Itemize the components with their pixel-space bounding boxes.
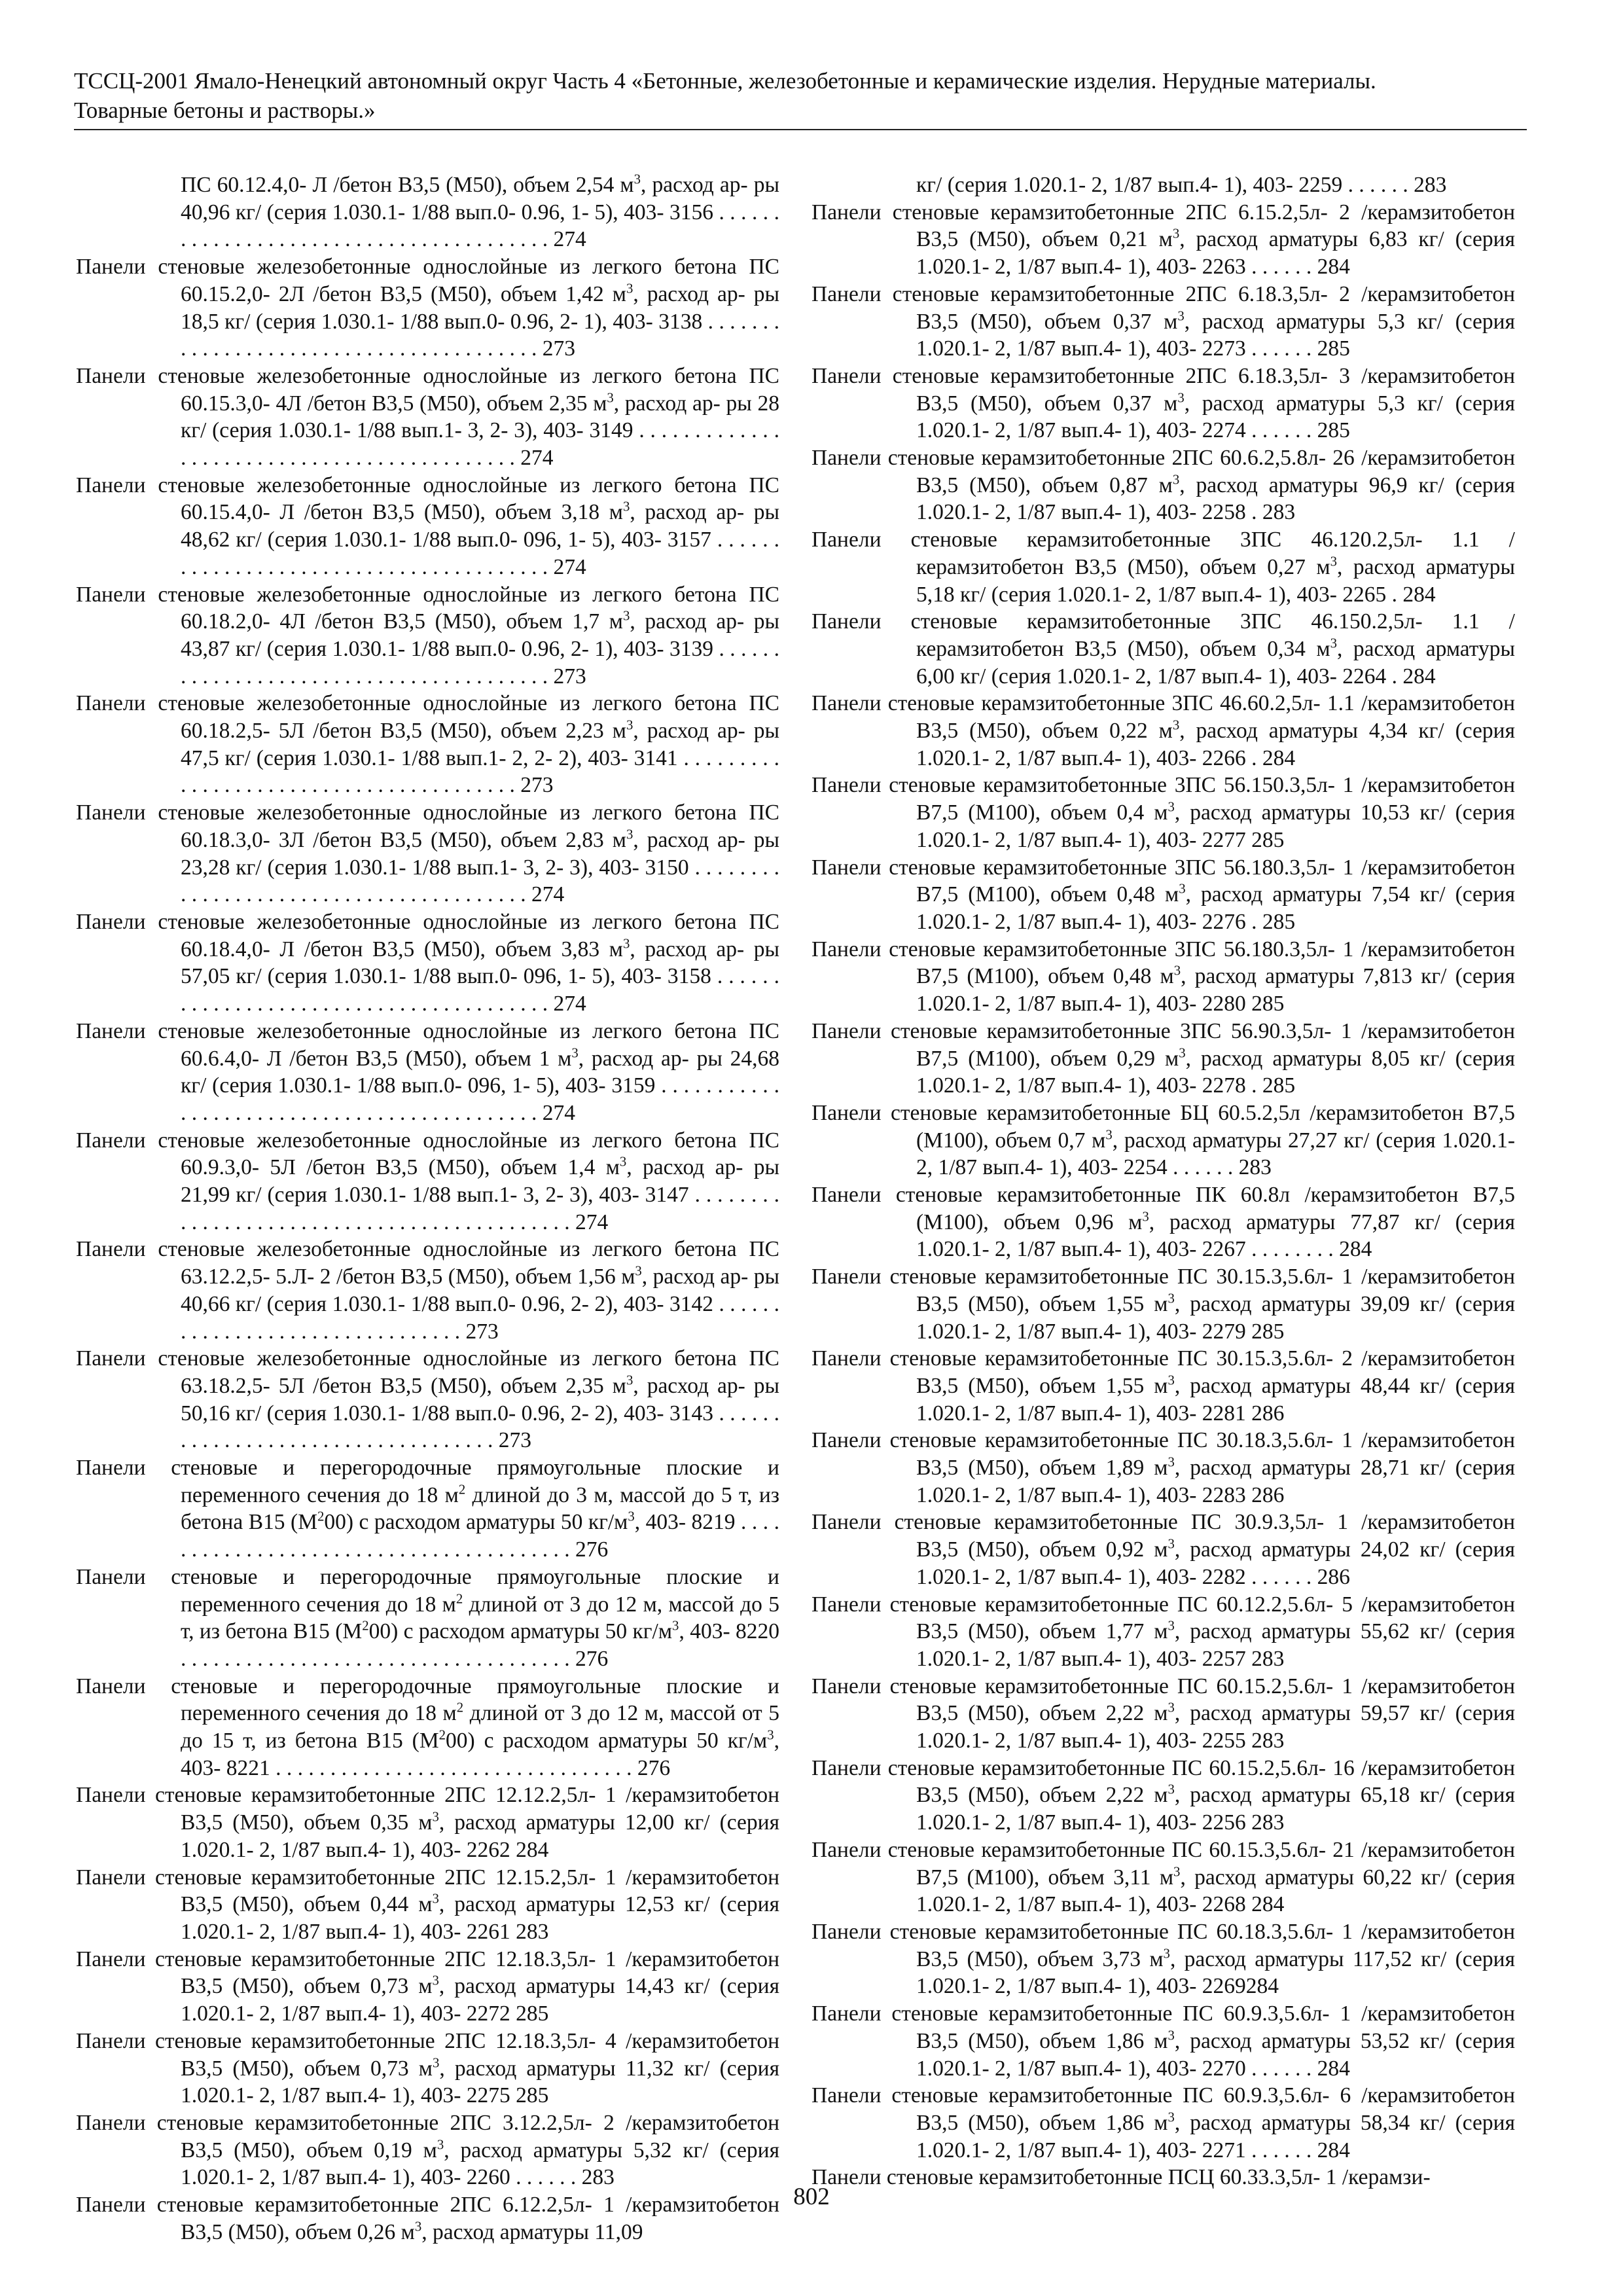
index-entry: Панели стеновые керамзитобетонные ПС 60.15.2,5.6л- 16 /керамзитобетон В3,5 (М50), объем 2,22 $м^3$, расход арматуры 65,18 кг/ (серия 1.020.1- 2, 1/87 вып.4- 1), 403- 2256 283 [812,1755,1515,1835]
index-entry: Панели стеновые керамзитобетонные 2ПС 60.6.2,5.8л- 26 /керамзитобетон В3,5 (М50), объем 0,87 $м^3$, расход арматуры 96,9 кг/ (серия 1.020.1- 2, 1/87 вып.4- 1), 403- 2258 . 283 [812,446,1515,525]
index-entry: Панели стеновые железобетонные однослойные из легкого бетона ПС 60.15.4,0- Л /бетон В3,5 (М50), объем 3,18 $м^3$, расход ар- ры 48,62 кг/ (серия 1.030.1- 1/88 вып.0- 096, 1- 5), 403- 3157 . . . . . . . . . . . . . . . . . . . . . . . . . . . . . . . . . . . . . . . . 274 [76,473,779,579]
index-entry: ПС 60.12.4,0- Л /бетон В3,5 (М50), объем 2,54 $м^3$, расход ар- ры 40,96 кг/ (серия 1.030.1- 1/88 вып.0- 0.96, 1- 5), 403- 3156 . . . . . . . . . . . . . . . . . . . . . . . . . . . . . . . . . . . . . . . . 274 [181,171,780,252]
index-entry: Панели стеновые железобетонные однослойные из легкого бетона ПС 60.18.3,0- 3Л /бетон В3,5 (М50), объем 2,83 $м^3$, расход ар- ры 23,28 кг/ (серия 1.030.1- 1/88 вып.1- 3, 2- 3), 403- 3150 . . . . . . . . . . . . . . . . . . . . . . . . . . . . . . . . . . . . . . . . 274 [76,800,779,907]
index-entry: Панели стеновые железобетонные однослойные из легкого бетона ПС 60.9.3,0- 5Л /бетон В3,5 (М50), объем 1,4 $м^3$, расход ар- ры 21,99 кг/ (серия 1.030.1- 1/88 вып.1- 3, 2- 3), 403- 3147 . . . . . . . . . . . . . . . . . . . . . . . . . . . . . . . . . . . . . . . . . . . . 274 [76,1128,779,1234]
index-entry: Панели стеновые керамзитобетонные ПС 60.9.3,5.6л- 6 /керамзитобетон В3,5 (М50), объем 1,86 $м^3$, расход арматуры 58,34 кг/ (серия 1.020.1- 2, 1/87 вып.4- 1), 403- 2271 . . . . . . 284 [812,2083,1515,2162]
header-line-2: Товарные бетоны и растворы.» [74,98,376,123]
index-entry: Панели стеновые железобетонные однослойные из легкого бетона ПС 60.18.2,0- 4Л /бетон В3,5 (М50), объем 1,7 $м^3$, расход ар- ры 43,87 кг/ (серия 1.030.1- 1/88 вып.0- 0.96, 2- 1), 403- 3139 . . . . . . . . . . . . . . . . . . . . . . . . . . . . . . . . . . . . . . . . 273 [76,582,779,689]
index-entry: Панели стеновые керамзитобетонные 3ПС 56.180.3,5л- 1 /керамзитобетон В7,5 (М100), объем 0,48 $м^3$, расход арматуры 7,54 кг/ (серия 1.020.1- 2, 1/87 вып.4- 1), 403- 2276 . 285 [812,855,1515,934]
index-entry: Панели стеновые керамзитобетонные 2ПС 12.18.3,5л- 4 /керамзитобетон В3,5 (М50), объем 0,73 $м^3$, расход арматуры 11,32 кг/ (серия 1.020.1- 2, 1/87 вып.4- 1), 403- 2275 285 [76,2028,779,2108]
index-entry: Панели стеновые керамзитобетонные ПС 60.12.2,5.6л- 5 /керамзитобетон В3,5 (М50), объем 1,77 $м^3$, расход арматуры 55,62 кг/ (серия 1.020.1- 2, 1/87 вып.4- 1), 403- 2257 283 [812,1592,1515,1671]
index-entry: Панели стеновые керамзитобетонные ПС 60.9.3,5.6л- 1 /керамзитобетон В3,5 (М50), объем 1,86 $м^3$, расход арматуры 53,52 кг/ (серия 1.020.1- 2, 1/87 вып.4- 1), 403- 2270 . . . . . . 284 [812,2001,1515,2081]
index-column-right [812,171,1515,2191]
index-entry: Панели стеновые керамзитобетонные ПС 60.15.2,5.6л- 1 /керамзитобетон В3,5 (М50), объем 2,22 $м^3$, расход арматуры 59,57 кг/ (серия 1.020.1- 2, 1/87 вып.4- 1), 403- 2255 283 [812,1674,1515,1753]
index-entry: Панели стеновые керамзитобетонные 2ПС 3.12.2,5л- 2 /керамзитобетон В3,5 (М50), объем 0,19 $м^3$, расход арматуры 5,32 кг/ (серия 1.020.1- 2, 1/87 вып.4- 1), 403- 2260 . . . . . . 283 [76,2110,779,2190]
index-entry: Панели стеновые железобетонные однослойные из легкого бетона ПС 60.15.3,0- 4Л /бетон В3,5 (М50), объем 2,35 $м^3$, расход ар- ры 28 кг/ (серия 1.030.1- 1/88 вып.1- 3, 2- 3), 403- 3149 . . . . . . . . . . . . . . . . . . . . . . . . . . . . . . . . . . . . . . . . . . . . 274 [76,363,779,471]
index-entry: Панели стеновые керамзитобетонные 3ПС 56.180.3,5л- 1 /керамзитобетон В7,5 (М100), объем 0,48 $м^3$, расход арматуры 7,813 кг/ (серия 1.020.1- 2, 1/87 вып.4- 1), 403- 2280 285 [812,937,1515,1016]
index-entry: Панели стеновые железобетонные однослойные из легкого бетона ПС 60.15.2,0- 2Л /бетон В3,5 (М50), объем 1,42 $м^3$, расход ар- ры 18,5 кг/ (серия 1.030.1- 1/88 вып.0- 0.96, 2- 1), 403- 3138 . . . . . . . . . . . . . . . . . . . . . . . . . . . . . . . . . . . . . . . . 273 [76,255,779,361]
index-entry: Панели стеновые керамзитобетонные 2ПС 12.15.2,5л- 1 /керамзитобетон В3,5 (М50), объем 0,44 $м^3$, расход арматуры 12,53 кг/ (серия 1.020.1- 2, 1/87 вып.4- 1), 403- 2261 283 [76,1865,779,1944]
page-number: 802 [793,2183,830,2210]
index-entry: Панели стеновые железобетонные однослойные из легкого бетона ПС 60.18.2,5- 5Л /бетон В3,5 (М50), объем 2,23 $м^3$, расход ар- ры 47,5 кг/ (серия 1.030.1- 1/88 вып.1- 2, 2- 2), 403- 3141 . . . . . . . . . . . . . . . . . . . . . . . . . . . . . . . . . . . . . . . . 273 [76,691,779,798]
running-header [74,66,1527,130]
index-entry: Панели стеновые железобетонные однослойные из легкого бетона ПС 60.6.4,0- Л /бетон В3,5 (М50), объем 1 $м^3$, расход ар- ры 24,68 кг/ (серия 1.030.1- 1/88 вып.0- 096, 1- 5), 403- 3159 . . . . . . . . . . . . . . . . . . . . . . . . . . . . . . . . . . . . . . . . . . . . 274 [76,1018,779,1125]
index-entry: Панели стеновые железобетонные однослойные из легкого бетона ПС 60.18.4,0- Л /бетон В3,5 (М50), объем 3,83 $м^3$, расход ар- ры 57,05 кг/ (серия 1.030.1- 1/88 вып.0- 096, 1- 5), 403- 3158 . . . . . . . . . . . . . . . . . . . . . . . . . . . . . . . . . . . . . . . . 274 [76,909,779,1016]
index-entry: Панели стеновые железобетонные однослойные из легкого бетона ПС 63.12.2,5- 5.Л- 2 /бетон В3,5 (М50), объем 1,56 $м^3$, расход ар- ры 40,66 кг/ (серия 1.030.1- 1/88 вып.0- 0.96, 2- 2), 403- 3142 . . . . . . . . . . . . . . . . . . . . . . . . . . . . . . . . 273 [76,1237,779,1344]
index-entry: Панели стеновые керамзитобетонные 3ПС 56.90.3,5л- 1 /керамзитобетон В7,5 (М100), объем 0,29 $м^3$, расход арматуры 8,05 кг/ (серия 1.020.1- 2, 1/87 вып.4- 1), 403- 2278 . 285 [812,1018,1515,1098]
index-entry: Панели стеновые керамзитобетонные ПСЦ 60.33.3,5л- 1 /керамзи- [812,2165,1431,2190]
index-entry: Панели стеновые керамзитобетонные ПС 30.9.3,5л- 1 /керамзитобетон В3,5 (М50), объем 0,92 $м^3$, расход арматуры 24,02 кг/ (серия 1.020.1- 2, 1/87 вып.4- 1), 403- 2282 . . . . . . 286 [812,1510,1515,1589]
index-entry: Панели стеновые керамзитобетонные 3ПС 46.60.2,5л- 1.1 /керамзитобетон В3,5 (М50), объем 0,22 $м^3$, расход арматуры 4,34 кг/ (серия 1.020.1- 2, 1/87 вып.4- 1), 403- 2266 . 284 [812,691,1515,770]
index-entry: Панели стеновые и перегородочные прямоугольные плоские и переменного сечения до 18 $м^2$ длиной от 3 до 12 м, массой от 5 до 15 т, из бетона В15 $(М^200)$ с расходом арматуры 50 $кг/м^3$, 403- 8221 . . . . . . . . . . . . . . . . . . . . . . . . . . . . . . . . . 276 [76,1674,779,1780]
index-entry: Панели стеновые керамзитобетонные 2ПС 12.18.3,5л- 1 /керамзитобетон В3,5 (М50), объем 0,73 $м^3$, расход арматуры 14,43 кг/ (серия 1.020.1- 2, 1/87 вып.4- 1), 403- 2272 285 [76,1946,779,2026]
index-entry: Панели стеновые керамзитобетонные ПК 60.8л /керамзитобетон В7,5 (М100), объем 0,96 $м^3$, расход арматуры 77,87 кг/ (серия 1.020.1- 2, 1/87 вып.4- 1), 403- 2267 . . . . . . . . 284 [812,1183,1515,1262]
index-entry: Панели стеновые керамзитобетонные 3ПС 46.150.2,5л- 1.1 /керамзитобетон В3,5 (М50), объем 0,34 $м^3$, расход арматуры 6,00 кг/ (серия 1.020.1- 2, 1/87 вып.4- 1), 403- 2264 . 284 [812,609,1516,689]
index-entry: Панели стеновые керамзитобетонные ПС 30.18.3,5.6л- 1 /керамзитобетон В3,5 (М50), объем 1,89 $м^3$, расход арматуры 28,71 кг/ (серия 1.020.1- 2, 1/87 вып.4- 1), 403- 2283 286 [812,1428,1515,1507]
index-entry: Панели стеновые керамзитобетонные 3ПС 46.120.2,5л- 1.1 /керамзитобетон В3,5 (М50), объем 0,27 $м^3$, расход арматуры 5,18 кг/ (серия 1.020.1- 2, 1/87 вып.4- 1), 403- 2265 . 284 [812,528,1516,607]
index-entry: Панели стеновые керамзитобетонные 2ПС 12.12.2,5л- 1 /керамзитобетон В3,5 (М50), объем 0,35 $м^3$, расход арматуры 12,00 кг/ (серия 1.020.1- 2, 1/87 вып.4- 1), 403- 2262 284 [76,1783,779,1862]
index-entry: кг/ (серия 1.020.1- 2, 1/87 вып.4- 1), 403- 2259 . . . . . . 283 [916,173,1447,197]
index-entry: Панели стеновые керамзитобетонные ПС 60.18.3,5.6л- 1 /керамзитобетон В3,5 (М50), объем 3,73 $м^3$, расход арматуры 117,52 кг/ (серия 1.020.1- 2, 1/87 вып.4- 1), 403- 2269284 [812,1920,1516,1999]
index-entry: Панели стеновые керамзитобетонные 2ПС 6.18.3,5л- 3 /керамзитобетон В3,5 (М50), объем 0,37 $м^3$, расход арматуры 5,3 кг/ (серия 1.020.1- 2, 1/87 вып.4- 1), 403- 2274 . . . . . . 285 [812,363,1515,443]
index-entry: Панели стеновые керамзитобетонные 2ПС 6.18.3,5л- 2 /керамзитобетон В3,5 (М50), объем 0,37 $м^3$, расход арматуры 5,3 кг/ (серия 1.020.1- 2, 1/87 вып.4- 1), 403- 2273 . . . . . . 285 [812,281,1515,361]
index-entry: Панели стеновые железобетонные однослойные из легкого бетона ПС 63.18.2,5- 5Л /бетон В3,5 (М50), объем 2,35 $м^3$, расход ар- ры 50,16 кг/ (серия 1.030.1- 1/88 вып.0- 0.96, 2- 2), 403- 3143 . . . . . . . . . . . . . . . . . . . . . . . . . . . . . . . . . . . 273 [76,1346,779,1453]
index-entry: Панели стеновые и перегородочные прямоугольные плоские и переменного сечения до 18 $м^2$ длиной до 3 м, массой до 5 т, из бетона В15 $(М^200)$ с расходом арматуры 50 $кг/м^3$, 403- 8219 . . . . . . . . . . . . . . . . . . . . . . . . . . . . . . . . . . . . . . . . 276 [76,1456,779,1562]
index-entry: Панели стеновые керамзитобетонные ПС 30.15.3,5.6л- 2 /керамзитобетон В3,5 (М50), объем 1,55 $м^3$, расход арматуры 48,44 кг/ (серия 1.020.1- 2, 1/87 вып.4- 1), 403- 2281 286 [812,1346,1515,1426]
index-entry: Панели стеновые керамзитобетонные 2ПС 6.15.2,5л- 2 /керамзитобетон В3,5 (М50), объем 0,21 $м^3$, расход арматуры 6,83 кг/ (серия 1.020.1- 2, 1/87 вып.4- 1), 403- 2263 . . . . . . 284 [812,200,1515,279]
header-line-1: ТССЦ-2001 Ямало-Ненецкий автономный округ Часть 4 «Бетонные, железобетонные и керамические изделия. Нерудные материалы. [74,68,1376,94]
index-entry: Панели стеновые керамзитобетонные БЦ 60.5.2,5л /керамзитобетон В7,5 (М100), объем 0,7 $м^3$, расход арматуры 27,27 кг/ (серия 1.020.1- 2, 1/87 вып.4- 1), 403- 2254 . . . . . . 283 [812,1100,1515,1180]
index-entry: Панели стеновые керамзитобетонные ПС 60.15.3,5.6л- 21 /керамзитобетон В7,5 (М100), объем 3,11 $м^3$, расход арматуры 60,22 кг/ (серия 1.020.1- 2, 1/87 вып.4- 1), 403- 2268 284 [812,1837,1515,1917]
index-entry: Панели стеновые керамзитобетонные ПС 30.15.3,5.6л- 1 /керамзитобетон В3,5 (М50), объем 1,55 $м^3$, расход арматуры 39,09 кг/ (серия 1.020.1- 2, 1/87 вып.4- 1), 403- 2279 285 [812,1265,1515,1344]
index-entry: Панели стеновые керамзитобетонные 3ПС 56.150.3,5л- 1 /керамзитобетон В7,5 (М100), объем 0,4 $м^3$, расход арматуры 10,53 кг/ (серия 1.020.1- 2, 1/87 вып.4- 1), 403- 2277 285 [812,773,1515,852]
index-entry: Панели стеновые керамзитобетонные 2ПС 6.12.2,5л- 1 /керамзитобетон В3,5 (М50), объем 0,26 $м^3$, расход арматуры 11,09 [76,2193,779,2244]
index-entry: Панели стеновые и перегородочные прямоугольные плоские и переменного сечения до 18 $м^2$ длиной от 3 до 12 м, массой до 5 т, из бетона В15 $(М^200)$ с расходом арматуры 50 $кг/м^3$, 403- 8220 . . . . . . . . . . . . . . . . . . . . . . . . . . . . . . . . . . . . 276 [76,1564,779,1671]
index-column-left [76,171,779,2246]
